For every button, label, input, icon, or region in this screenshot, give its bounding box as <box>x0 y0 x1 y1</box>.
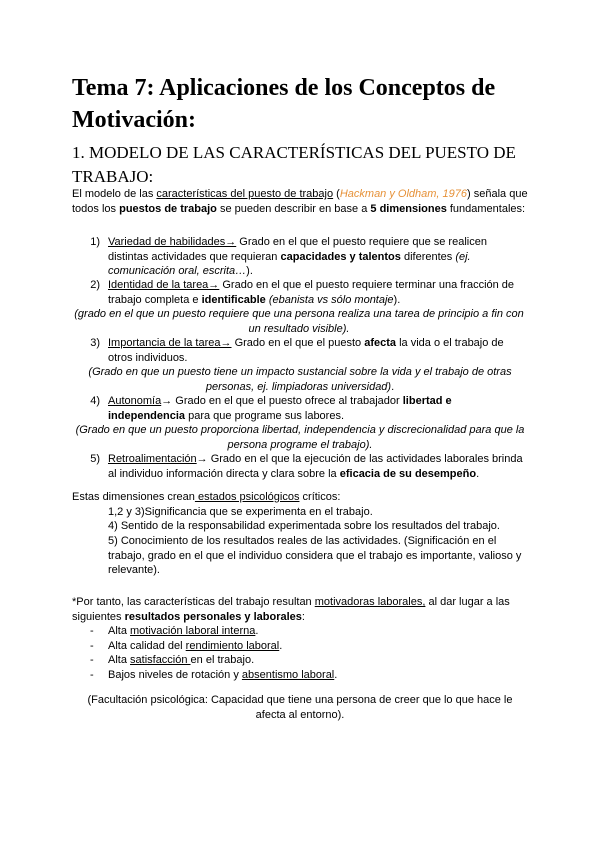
item-number: 5) <box>90 453 100 465</box>
item-term: Importancia de la tarea→ <box>108 337 232 349</box>
item-note: (grado en el que un puesto requiere que una persona realiza una tarea de principio a fin con un resultado visible). <box>74 308 524 335</box>
bullet-item: Alta motivación laboral interna. <box>108 625 259 637</box>
item-term: Autonomía <box>108 395 162 407</box>
list-item: Identidad de la tarea→ Grado en el que el puesto requiere terminar una fracción de trabajo completa e identificable (ebanista vs sólo montaje). <box>108 279 515 306</box>
item-number: 4) <box>90 395 100 407</box>
bullet-dash: - <box>90 654 94 666</box>
bullet-item: Alta satisfacción en el trabajo. <box>108 654 255 666</box>
state-line: 4) Sentido de la responsabilidad experimentada sobre los resultados del trabajo. <box>108 520 500 532</box>
bullet-dash: - <box>90 669 94 681</box>
intro-paragraph: El modelo de las características del puesto de trabajo (Hackman y Oldham, 1976) señala que todos los puestos de trabajo se pueden describir en base a 5 dimensiones fundamentales: <box>72 188 528 215</box>
states-intro: Estas dimensiones crean estados psicológicos críticos: <box>72 491 341 503</box>
term-link: estados psicológicos <box>194 491 300 503</box>
bullet-item: Bajos niveles de rotación y absentismo laboral. <box>108 669 338 681</box>
list-item: Autonomía→ Grado en el que el puesto ofrece al trabajador libertad e independencia para que programe sus labores. <box>108 395 452 422</box>
conclusion-paragraph: *Por tanto, las características del trabajo resultan motivadoras laborales, al dar lugar a las siguientes resultados personales y laborales: <box>72 596 510 623</box>
citation: Hackman y Oldham, 1976 <box>339 188 468 200</box>
state-line: 5) Conocimiento de los resultados reales de las actividades. (Significación en el trabajo, grado en el que el individuo considera que el trabajo es importante, valioso y relevante). <box>108 535 522 576</box>
item-number: 3) <box>90 337 100 349</box>
item-number: 1) <box>90 236 100 248</box>
item-term: Identidad de la tarea→ <box>108 279 220 291</box>
item-number: 2) <box>90 279 100 291</box>
bullet-item: Alta calidad del rendimiento laboral. <box>108 640 283 652</box>
item-term: Variedad de habilidades→ <box>108 236 237 248</box>
list-item: Variedad de habilidades→ Grado en el que el puesto requiere que se realicen distintas actividades que requieran capacidades y talentos diferentes (ej. comunicación oral, escrita…). <box>108 236 487 277</box>
facultacion-note: (Facultación psicológica: Capacidad que tiene una persona de creer que lo que hace le afecta al entorno). <box>87 694 513 721</box>
list-item: Importancia de la tarea→ Grado en el que el puesto afecta la vida o el trabajo de otros individuos. <box>108 337 504 364</box>
term-link: características del puesto de trabajo <box>156 188 334 200</box>
list-item: Retroalimentación→ Grado en el que la ejecución de las actividades laborales brinda al individuo información directa y clara sobre la eficacia de su desempeño. <box>108 453 523 480</box>
term-link: motivadoras laborales, <box>314 596 426 608</box>
item-term: Retroalimentación <box>108 453 197 465</box>
item-note: (Grado en que un puesto proporciona libertad, independencia y discrecionalidad para que la persona programe el trabajo). <box>75 424 525 451</box>
bullet-dash: - <box>90 640 94 652</box>
state-line: 1,2 y 3)Significancia que se experimenta en el trabajo. <box>108 506 373 518</box>
bullet-dash: - <box>90 625 94 637</box>
page-title: Tema 7: Aplicaciones de los Conceptos de Motivación: <box>72 75 496 133</box>
item-note: (Grado en que un puesto tiene un impacto sustancial sobre la vida y el trabajo de otras personas, ej. limpiadoras universidad). <box>88 366 512 393</box>
section-heading: 1. MODELO DE LAS CARACTERÍSTICAS DEL PUESTO DE TRABAJO: <box>72 143 516 186</box>
